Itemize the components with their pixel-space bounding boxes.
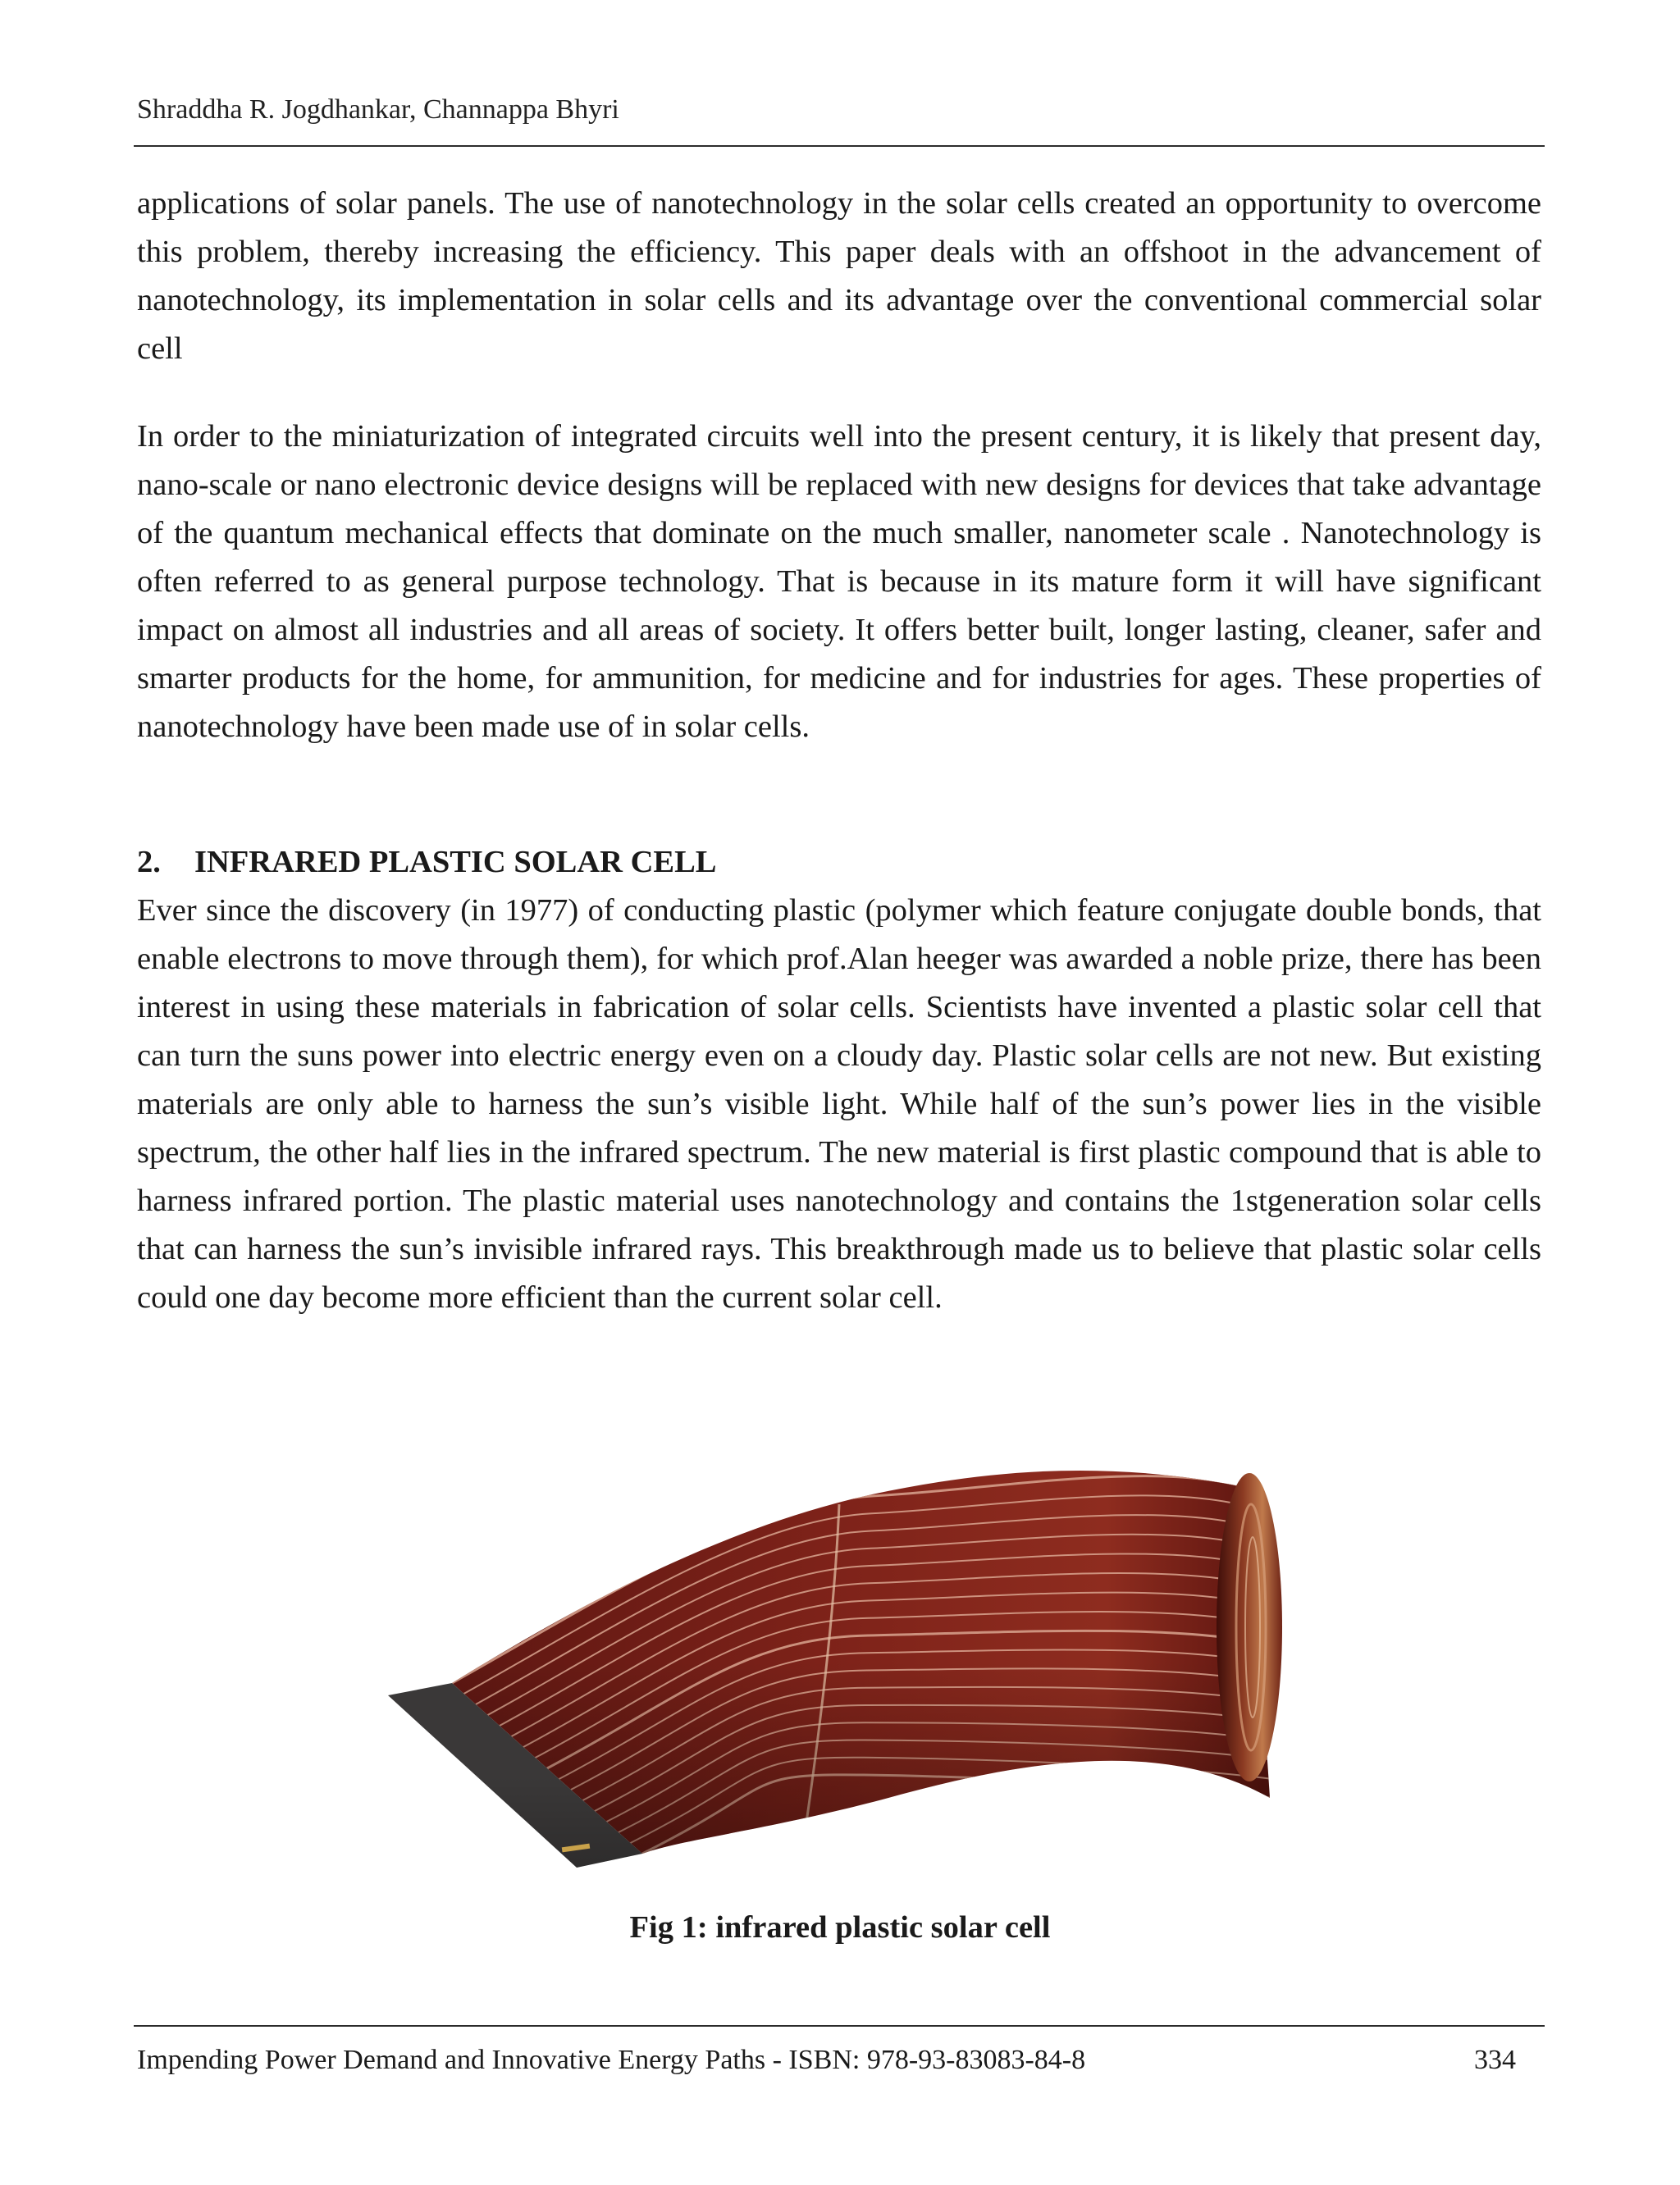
body-paragraph-2: In order to the miniaturization of integrated circuits well into the present century, it is likely that present day, nano-scale or nano electronic device designs will be replaced with new designs for devices that take advantage of the quantum mechanical effects that dominate on the much smaller, nanometer scale . Nanotechnology is often referred to as general purpose technology. That is because in its mature form it will have significant impact on almost all industries and all areas of society. It offers better built, longer lasting, cleaner, safer and smarter products for the home, for ammunition, for medicine and for industries for ages. These properties of nanotechnology have been made use of in solar cells. [137,419,1541,744]
sheet-roll [1217,1473,1282,1781]
body-paragraph-3: Ever since the discovery (in 1977) of conducting plastic (polymer which feature conjugate double bonds, that enable electrons to move through them), for which prof.Alan heeger was awarded a noble prize, there has been interest in using these materials in fabrication of solar cells. Scientists have invented a plastic solar cell that can turn the suns power into electric energy even on a cloudy day. Plastic solar cells are not new. But existing materials are only able to harness the sun’s visible light. While half of the sun’s power lies in the visible spectrum, the other half lies in the infrared spectrum. The new material is first plastic compound that is able to harness infrared portion. The plastic material uses nanotechnology and contains the 1stgeneration solar cells that can harness the sun’s invisible infrared rays. This breakthrough made us to believe that plastic solar cells could one day become more efficient than the current solar cell. [137,893,1541,1315]
footer-book-title: Impending Power Demand and Innovative Energy Paths - ISBN: 978-93-83083-84-8 [137,2045,1086,2075]
header-rule [134,145,1545,147]
running-head-authors: Shraddha R. Jogdhankar, Channappa Bhyri [137,94,619,125]
solar-cell-illustration [380,1412,1286,1886]
section-number: 2. [137,845,161,879]
figure-caption: Fig 1: infrared plastic solar cell [629,1910,1051,1945]
section-title: INFRARED PLASTIC SOLAR CELL [194,845,717,879]
footer-rule [134,2025,1545,2027]
body-paragraph-1: applications of solar panels. The use of nanotechnology in the solar cells created an opportunity to overcome this problem, thereby increasing the efficiency. This paper deals with an offshoot in the advancement of nanotechnology, its implementation in solar cells and its advantage over the conventional commercial solar cell [137,186,1541,366]
footer-page-number: 334 [1474,2045,1516,2075]
figure-solar-cell-photo [380,1412,1286,1886]
section-heading [137,838,716,887]
